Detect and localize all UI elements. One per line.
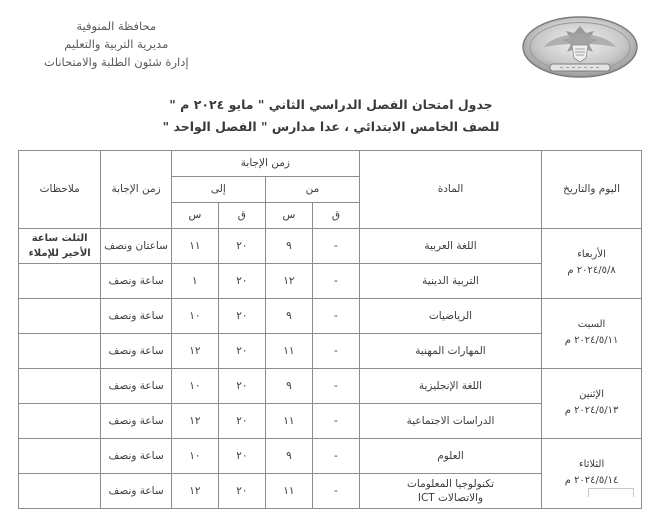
header-subject: المادة: [359, 150, 541, 228]
egypt-eagle-emblem-icon: [520, 14, 640, 80]
subject-name: العلوم: [437, 449, 464, 462]
document-header: [0, 0, 662, 82]
header-to: إلى: [171, 176, 265, 202]
cell-to-hour: ١٢: [171, 403, 218, 438]
cell-duration: ساعة ونصف: [101, 333, 172, 368]
cell-duration: ساعة ونصف: [101, 298, 172, 333]
cell-to-minute: ٢٠: [218, 263, 265, 298]
cell-to-hour: ١٢: [171, 333, 218, 368]
cell-duration: ساعة ونصف: [101, 403, 172, 438]
cell-to-hour: ١٠: [171, 298, 218, 333]
cell-day-date: [542, 298, 642, 368]
cell-duration: ساعة ونصف: [101, 263, 172, 298]
subject-name: الدراسات الاجتماعية: [406, 414, 495, 427]
header-day-date: اليوم والتاريخ: [542, 150, 642, 228]
grade-level-line: للصف الخامس الابتدائي ، عدا مدارس " الفصل الواحد ": [162, 118, 500, 134]
cell-to-hour: ١: [171, 263, 218, 298]
cell-from-hour: ٩: [265, 368, 312, 403]
subject-name: المهارات المهنية: [415, 344, 486, 357]
cell-to-minute: ٢٠: [218, 438, 265, 473]
issuing-authority-block: [26, 14, 189, 71]
cell-from-hour: ٩: [265, 298, 312, 333]
header-row-1: [19, 150, 642, 176]
cell-to-minute: ٢٠: [218, 403, 265, 438]
cell-from-hour: ١١: [265, 333, 312, 368]
cell-subject: [359, 298, 541, 333]
document-titles: [0, 94, 662, 138]
cell-from-minute: -: [312, 473, 359, 508]
cell-to-minute: ٢٠: [218, 298, 265, 333]
note-line-2: الأخير للإملاء: [28, 247, 91, 259]
day-name: الثلاثاء: [578, 459, 605, 471]
table-row: [19, 228, 642, 263]
table-header: [19, 150, 642, 228]
cell-from-minute: -: [312, 403, 359, 438]
schedule-table-wrapper: [18, 150, 642, 509]
table-row: [19, 438, 642, 473]
cell-to-minute: ٢٠: [218, 333, 265, 368]
subject-name-line2: والاتصالات ICT: [417, 491, 484, 504]
exam-date: ٢٠٢٤/٥/١١ م: [564, 335, 619, 347]
directorate-line: مديرية التربية والتعليم: [64, 36, 169, 51]
cell-from-hour: ١١: [265, 473, 312, 508]
partial-box-artifact: [588, 488, 634, 497]
cell-from-hour: ١٢: [265, 263, 312, 298]
cell-to-minute: ٢٠: [218, 473, 265, 508]
subject-name: اللغة الإنجليزية: [418, 379, 483, 392]
cell-from-minute: -: [312, 333, 359, 368]
subject-name: اللغة العربية: [424, 239, 477, 252]
header-to-minute: ق: [218, 202, 265, 228]
header-duration: زمن الإجابة: [101, 150, 172, 228]
cell-subject: [359, 368, 541, 403]
header-from: من: [265, 176, 359, 202]
cell-to-hour: ١١: [171, 228, 218, 263]
subject-name: التربية الدينية: [422, 274, 479, 287]
subject-name: الرياضيات: [428, 309, 473, 322]
exam-title-line: جدول امتحان الفصل الدراسي الثاني " مايو ٢٠٢٤ م ": [169, 97, 493, 112]
cell-duration: ساعة ونصف: [101, 438, 172, 473]
day-name: الإثنين: [579, 389, 604, 401]
header-to-hour: س: [171, 202, 218, 228]
subject-name: تكنولوجيا المعلومات: [407, 477, 494, 490]
cell-subject: [359, 228, 541, 263]
cell-duration: ساعتان ونصف: [101, 228, 172, 263]
day-name: السبت: [577, 319, 606, 331]
cell-from-minute: -: [312, 368, 359, 403]
cell-duration: ساعة ونصف: [101, 368, 172, 403]
cell-from-hour: ٩: [265, 438, 312, 473]
governorate-line: محافظة المنوفية: [76, 19, 157, 33]
cell-from-minute: -: [312, 298, 359, 333]
cell-to-minute: ٢٠: [218, 368, 265, 403]
cell-from-minute: -: [312, 263, 359, 298]
department-line: إدارة شئون الطلبة والامتحانات: [44, 54, 189, 69]
header-answer-time-group: زمن الإجابة: [171, 150, 359, 176]
header-notes: ملاحظات: [19, 150, 101, 228]
exam-date: ٢٠٢٤/٥/٨ م: [567, 265, 616, 277]
page-bottom-artifact: [0, 486, 662, 498]
table-body: [19, 228, 642, 508]
cell-notes: [19, 228, 101, 263]
cell-notes: [19, 333, 101, 368]
cell-subject: [359, 438, 541, 473]
cell-to-hour: ١٢: [171, 473, 218, 508]
exam-date: ٢٠٢٤/٥/١٣ م: [564, 405, 619, 417]
cell-to-hour: ١٠: [171, 438, 218, 473]
cell-subject: [359, 263, 541, 298]
cell-to-hour: ١٠: [171, 368, 218, 403]
table-row: [19, 368, 642, 403]
cell-from-hour: ٩: [265, 228, 312, 263]
cell-day-date: [542, 368, 642, 438]
note-line-1: الثلث ساعة: [31, 232, 88, 244]
exam-schedule-table: [18, 150, 642, 509]
day-name: الأربعاء: [577, 249, 606, 261]
cell-to-minute: ٢٠: [218, 228, 265, 263]
cell-notes: [19, 403, 101, 438]
exam-date: ٢٠٢٤/٥/١٤ م: [564, 475, 619, 487]
table-row: [19, 298, 642, 333]
cell-from-hour: ١١: [265, 403, 312, 438]
cell-duration: ساعة ونصف: [101, 473, 172, 508]
cell-subject: [359, 403, 541, 438]
cell-notes: [19, 263, 101, 298]
cell-from-minute: -: [312, 438, 359, 473]
header-from-hour: س: [265, 202, 312, 228]
header-from-minute: ق: [312, 202, 359, 228]
cell-subject: [359, 333, 541, 368]
cell-from-minute: -: [312, 228, 359, 263]
cell-notes: [19, 438, 101, 473]
cell-notes: [19, 368, 101, 403]
cell-notes: [19, 298, 101, 333]
cell-day-date: [542, 228, 642, 298]
